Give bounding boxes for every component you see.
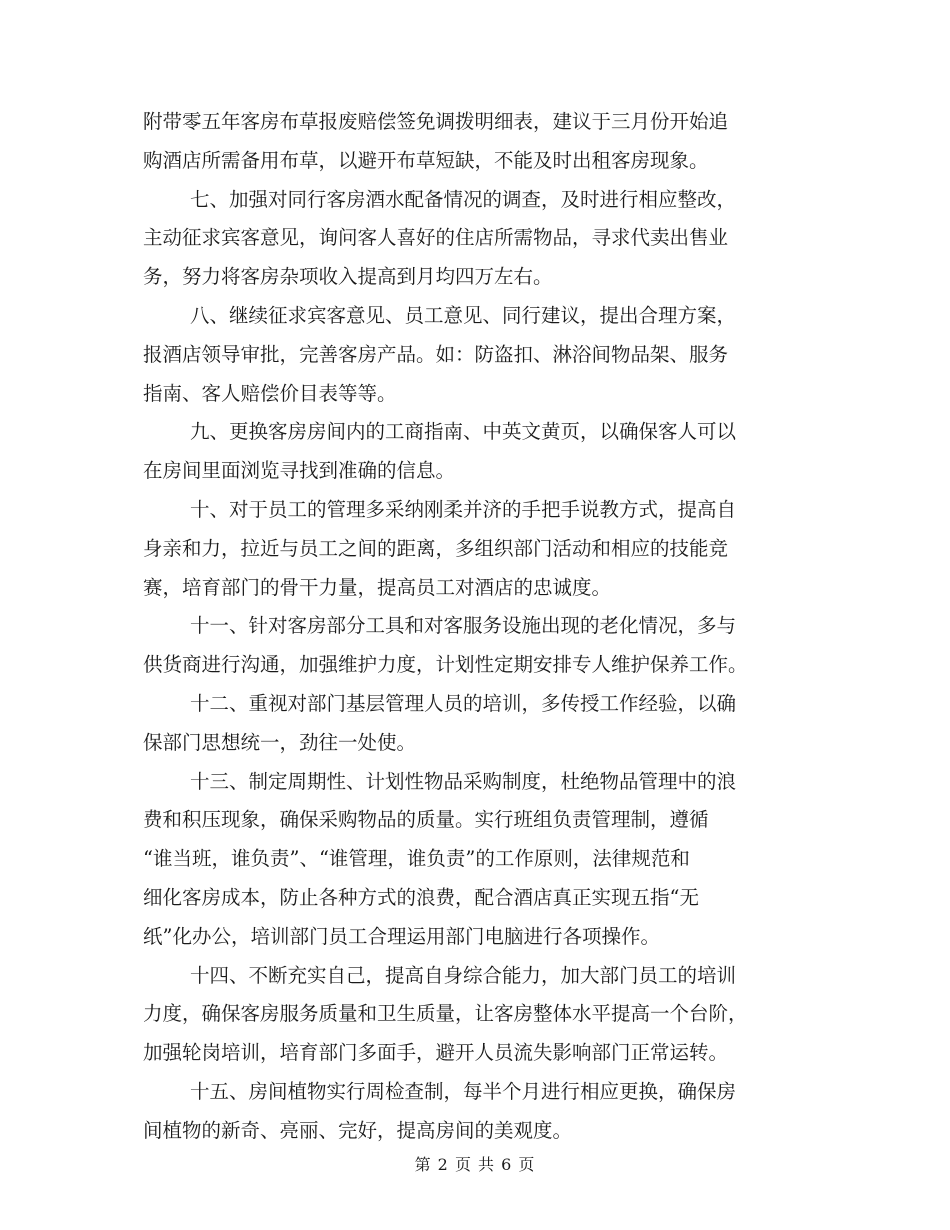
paragraph-start-line: 九、更换客房房间内的工商指南、中英文黄页，以确保客人可以 [190, 420, 737, 444]
paragraph-start-line: 十三、制定周期性、计划性物品采购制度，杜绝物品管理中的浪 [190, 769, 737, 793]
text-line: 指南、客人赔偿价目表等等。 [143, 381, 397, 405]
text-line: 购酒店所需备用布草，以避开布草短缺，不能及时出租客房现象。 [143, 148, 709, 172]
text-line: 力度，确保客房服务质量和卫生质量，让客房整体水平提高一个台阶， [143, 1002, 748, 1026]
paragraph-start-line: 十二、重视对部门基层管理人员的培训，多传授工作经验，以确 [190, 691, 737, 715]
text-line: 务，努力将客房杂项收入提高到月均四万左右。 [143, 265, 553, 289]
text-line: 费和积压现象，确保采购物品的质量。实行班组负责管理制，遵循 [143, 808, 709, 832]
document-body [143, 103, 811, 1151]
text-line: 加强轮岗培训，培育部门多面手，避开人员流失影响部门正常运转。 [143, 1041, 729, 1065]
paragraph-start-line: 八、继续征求宾客意见、员工意见、同行建议，提出合理方案， [190, 303, 737, 327]
text-line: 赛，培育部门的骨干力量，提高员工对酒店的忠诚度。 [143, 575, 612, 599]
text-line: 身亲和力，拉近与员工之间的距离，多组织部门活动和相应的技能竞 [143, 536, 729, 560]
text-line: 主动征求宾客意见，询问客人喜好的住店所需物品，寻求代卖出售业 [143, 226, 729, 250]
text-line: 报酒店领导审批，完善客房产品。如：防盗扣、淋浴间物品架、服务 [143, 342, 729, 366]
text-line: 保部门思想统一，劲往一处使。 [143, 730, 417, 754]
text-line: 供货商进行沟通，加强维护力度，计划性定期安排专人维护保养工作。 [143, 653, 748, 677]
text-line: 附带零五年客房布草报废赔偿签免调拨明细表，建议于三月份开始追 [143, 110, 729, 133]
paragraph-start-line: 十四、不断充实自己，提高自身综合能力，加大部门员工的培训 [190, 963, 737, 987]
text-line: 在房间里面浏览寻找到准确的信息。 [143, 459, 456, 483]
paragraph-start-line: 七、加强对同行客房酒水配备情况的调查，及时进行相应整改， [190, 187, 737, 211]
paragraph-start-line: 十、对于员工的管理多采纳刚柔并济的手把手说教方式，提高自 [190, 497, 737, 521]
text-line: 间植物的新奇、亮丽、完好，提高房间的美观度。 [143, 1118, 573, 1142]
page-number-footer: 第 2 页 共 6 页 [414, 1155, 536, 1174]
text-line: 纸”化办公，培训部门员工合理运用部门电脑进行各项操作。 [143, 924, 660, 948]
text-line: 细化客房成本，防止各种方式的浪费，配合酒店真正实现五指“无 [143, 885, 699, 909]
paragraph-start-line: 十五、房间植物实行周检查制，每半个月进行相应更换，确保房 [190, 1079, 737, 1103]
paragraph-start-line: 十一、针对客房部分工具和对客服务设施出现的老化情况，多与 [190, 614, 737, 638]
text-line: “谁当班，谁负责”、“谁管理，谁负责”的工作原则，法律规范和 [143, 847, 690, 871]
